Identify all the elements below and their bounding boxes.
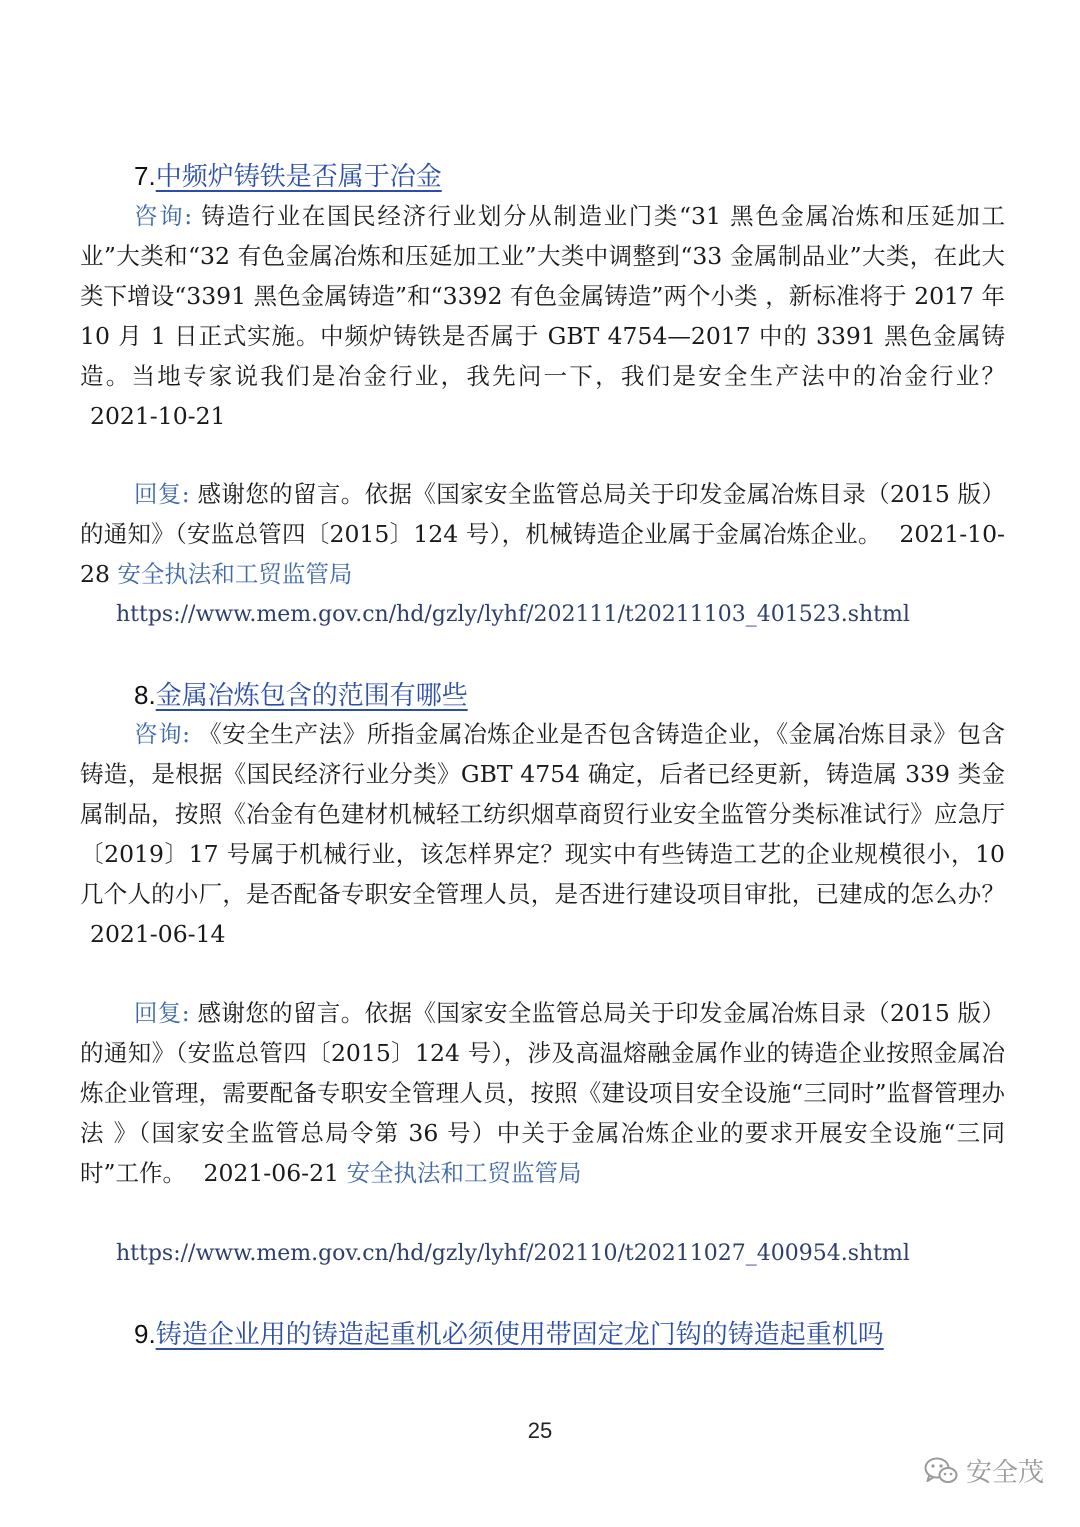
- q7-url-link[interactable]: https://www.mem.gov.cn/hd/gzly/lyhf/202111/t20211103_401523.shtml: [116, 602, 910, 627]
- q9-number: 9.: [134, 1319, 156, 1349]
- q7-consult-date: 2021-10-21: [90, 402, 226, 430]
- q7-number: 7.: [134, 161, 156, 191]
- q8-title-link[interactable]: 金属冶炼包含的范围有哪些: [155, 680, 468, 710]
- q7-consult-text: 铸造行业在国民经济行业划分从制造业门类“31 黑色金属冶炼和压延加工业”大类和“32 有色金属冶炼和压延加工业”大类中调整到“33 金属制品业”大类，在此大类下增设“3391 黑色金属铸造”和“3392 有色金属铸造”两个小类 ，新标准将于 2017 年 10 月 1 日正式实施。中频炉铸铁是否属于 GBT 4754—2017 中的 3391 黑色金属铸造。当地专家说我们是冶金行业，我先问一下，我们是安全生产法中的冶金行业？: [80, 202, 1005, 390]
- q9-title-link[interactable]: 铸造企业用的铸造起重机必须使用带固定龙门钩的铸造起重机吗: [155, 1319, 884, 1349]
- q8-consult-text: 《安全生产法》所指金属冶炼企业是否包含铸造企业，《金属冶炼目录》包含铸造，是根据《国民经济行业分类》GBT 4754 确定，后者已经更新，铸造属 339 类金属制品，按照《冶金有色建材机械轻工纺织烟草商贸行业安全监管分类标准试行》应急厅〔2019〕17 号属于机械行业，该怎样界定？现实中有些铸造工艺的企业规模很小，10 几个人的小厂，是否配备专职安全管理人员，是否进行建设项目审批，已建成的怎么办？: [80, 720, 1006, 908]
- q7-reply-label: 回复:: [134, 480, 190, 508]
- q8-consult-label: 咨询:: [134, 720, 191, 748]
- q8-reply-text: 感谢您的留言。依据《国家安全监管总局关于印发金属冶炼目录（2015 版）的通知》（安监总管四〔2015〕124 号），涉及高温熔融金属作业的铸造企业按照金属冶炼企业管理，需要配备专职安全管理人员，按照《建设项目安全设施“三同时”监督管理办法 》（国家安全监管总局令第 36 号）中关于金属冶炼企业的要求开展安全设施“三同时”工作。: [80, 999, 1005, 1187]
- q8-number: 8.: [134, 680, 156, 710]
- q8-url-link[interactable]: https://www.mem.gov.cn/hd/gzly/lyhf/202110/t20211027_400954.shtml: [116, 1241, 910, 1266]
- page-number: 25: [527, 1418, 553, 1443]
- q7-consult: [80, 196, 1005, 436]
- watermark: [924, 1452, 1044, 1489]
- q7-heading: [80, 156, 1059, 196]
- q7-reply: [80, 474, 1005, 594]
- q7-title-link[interactable]: 中频炉铸铁是否属于冶金: [155, 161, 442, 191]
- q7-consult-label: 咨询:: [134, 202, 193, 230]
- q8-reply-label: 回复:: [134, 999, 190, 1027]
- q7-reply-office: 安全执法和工贸监管局: [117, 560, 353, 588]
- q8-heading: [80, 675, 1059, 715]
- q8-consult: [80, 714, 1005, 954]
- q8-reply-office: 安全执法和工贸监管局: [346, 1159, 582, 1187]
- q8-consult-date: 2021-06-14: [90, 920, 226, 948]
- q7-reply-date: 2021-10-28: [80, 520, 1005, 588]
- q8-reply: [80, 993, 1005, 1193]
- watermark-text: 安全茂: [965, 1458, 1044, 1488]
- q8-reply-date: 2021-06-21: [203, 1159, 339, 1187]
- q7-reply-text: 感谢您的留言。依据《国家安全监管总局关于印发金属冶炼目录（2015 版）的通知》（安监总管四〔2015〕124 号），机械铸造企业属于金属冶炼企业。: [80, 480, 1005, 548]
- wechat-icon: [924, 1456, 958, 1486]
- q9-heading: [80, 1314, 1059, 1354]
